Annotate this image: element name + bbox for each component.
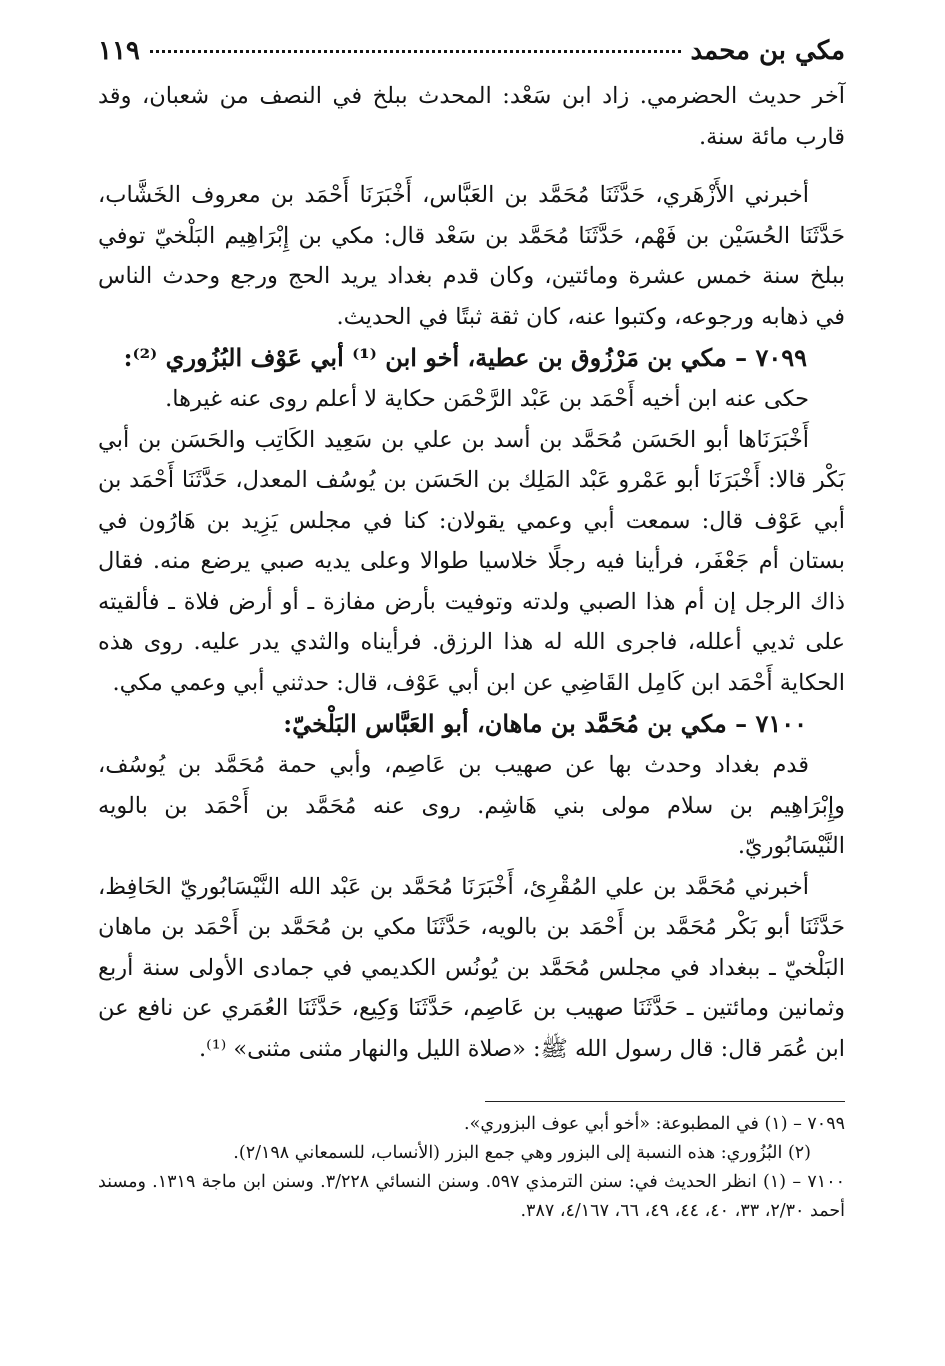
footnote: (٢) البُزُوري: هذه النسبة إلى البزور وهي جمع البزر (الأنساب، للسمعاني ٢/١٩٨). — [233, 1143, 811, 1163]
paragraph: أَخْبَرَنَاها أبو الحَسَن مُحَمَّد بن أسد بن علي بن سَعِيد الكَاتِب والحَسَن بن أبي بَكْر قالا: أَخْبَرَنَا أبو عَمْرو عَبْد المَلِك بن الحَسَن بن يُوسُف المعدل، حَدَّثَنَا أَحْمَد بن أبي عَوْف قال: سمعت أبي وعمي يقولان: كنا في مجلس يَزِيد بن هَارُون في بستان أم جَعْفَر، فرأينا فيه رجلًا خلاسيا طوالا وعلى يديه صبي يرضع منه. فقال ذاك الرجل إن أم هذا الصبي ولدته وتوفيت بأرض مفازة ـ أو أرض فلاة ـ فألقيته على ثديي أعلله، فاجرى الله له هذا الرزق. فرأيناه والثدي يدر عليه. روى هذه الحكاية أَحْمَد ابن كَامِل القَاضِي عن ابن أبي عَوْف، قال: حدثني أبي وعمي مكي. — [98, 426, 845, 696]
footnotes — [98, 1110, 845, 1226]
paragraph: أخبرني مُحَمَّد بن علي المُقْرِئ، أَخْبَرَنَا مُحَمَّد بن عَبْد الله النَّيْسَابُوريّ الحَافِظ، حَدَّثَنَا أبو بَكْر مُحَمَّد بن أَحْمَد بن بالويه، حَدَّثَنَا مكي بن مُحَمَّد بن أَحْمَد بن ماهان البَلْخيّ ـ ببغداد في مجلس مُحَمَّد بن يُونُس الكديمي في جمادى الأولى سنة أربع وثمانين ومائتين ـ حَدَّثَنَا صهيب بن عَاصِم، حَدَّثَنَا وَكِيع، حَدَّثَنَا العُمَري عن نافع عن ابن عُمَر قال: قال رسول الله ﷺ: «صلاة الليل والنهار مثنى مثنى» ⁽¹⁾. — [98, 873, 845, 1062]
entry-heading-7100: ٧١٠٠ – مكي بن مُحَمَّد بن ماهان، أبو العَبَّاس البَلْخيّ: — [283, 709, 807, 738]
paragraph: حكى عنه ابن أخيه أَحْمَد بن عَبْد الرَّحْمَن حكاية لا أعلم روى عنه غيرها. — [165, 386, 809, 412]
main-text — [98, 76, 845, 1069]
leader-dots — [150, 50, 681, 53]
paragraph: أخبرني الأَزْهَري، حَدَّثَنَا مُحَمَّد بن العَبَّاس، أَخْبَرَنَا أَحْمَد بن معروف الخَشَّاب، حَدَّثَنَا الحُسَيْن بن فَهْم، حَدَّثَنَا مُحَمَّد بن سَعْد قال: مكي بن إِبْرَاهِيم البَلْخيّ توفي ببلخ سنة خمس عشرة ومائتين، وكان قدم بغداد يريد الحج ورجع وحدث الناس في ذهابه ورجوعه، وكتبوا عنه، كان ثقة ثبتًا في الحديث. — [98, 182, 845, 330]
footnote: ٧٠٩٩ – (١) في المطبوعة: «أخو أبي عوف البزوري». — [464, 1114, 845, 1134]
entry-heading-7099: ٧٠٩٩ – مكي بن مَرْزُوق بن عطية، أخو ابن ⁽¹⁾ أبي عَوْف البُزُوري ⁽²⁾: — [123, 343, 807, 372]
paragraph: قدم بغداد وحدث بها عن صهيب بن عَاصِم، وأبي حمة مُحَمَّد بن يُوسُف، وإِبْرَاهِيم بن سلام مولى بني هَاشِم. روى عنه مُحَمَّد بن أَحْمَد بن بالويه النَّيْسَابُوريّ. — [98, 752, 845, 859]
running-header — [98, 34, 845, 68]
paragraph: آخر حديث الحضرمي. زاد ابن سَعْد: المحدث ببلخ في النصف من شعبان، وقد قارب مائة سنة. — [98, 83, 845, 150]
footnote: ٧١٠٠ – (١) انظر الحديث في: سنن الترمذي ٥٩٧. وسنن النسائي ٣/٢٢٨. وسنن ابن ماجة ١٣١٩. ومسند أحمد ٢/٣٠، ٣٣، ٤٠، ٤٤، ٤٩، ٦٦، ٤/١٦٧، ٣٨٧. — [98, 1172, 846, 1221]
chapter-name: مكي بن محمد — [690, 36, 845, 66]
footnote-divider — [485, 1101, 845, 1102]
page-number: ١١٩ — [98, 36, 140, 66]
